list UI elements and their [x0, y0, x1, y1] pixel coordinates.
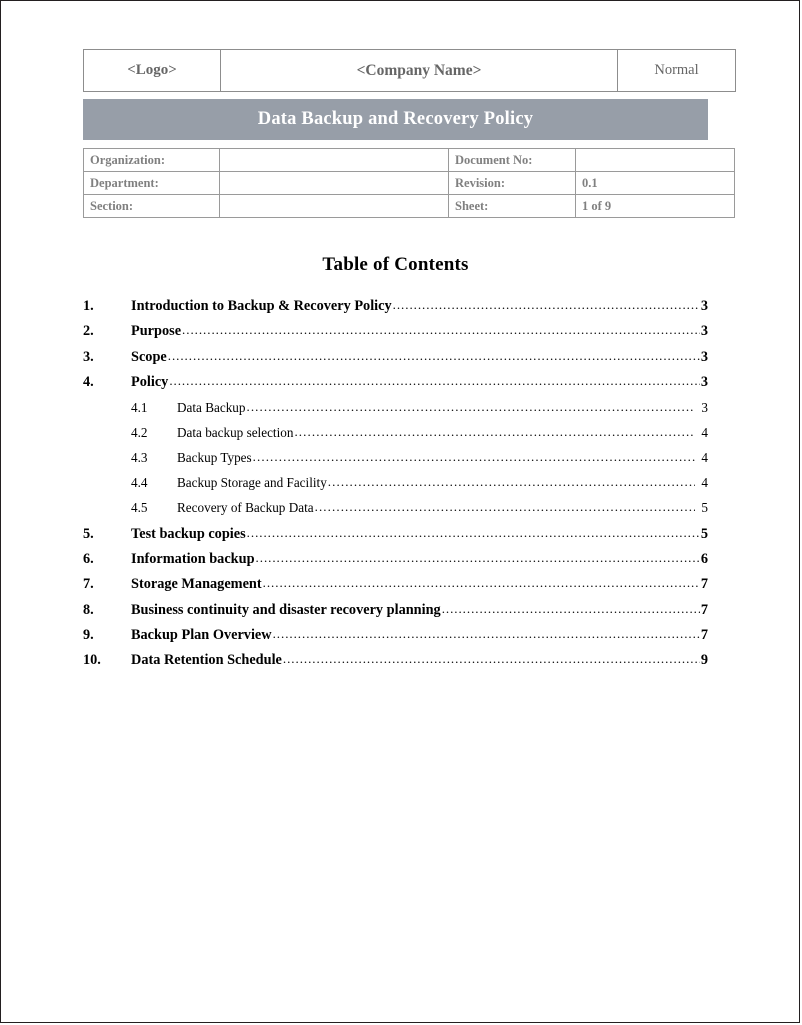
toc-entry-number: 4.4 — [131, 475, 148, 491]
toc-entry[interactable] — [83, 374, 708, 399]
section-label: Section: — [84, 195, 220, 218]
toc-entry[interactable] — [83, 400, 708, 425]
toc-entry-title: Policy — [131, 374, 169, 391]
table-row — [84, 172, 735, 195]
toc-dot-leader — [246, 399, 695, 415]
toc-entry[interactable] — [83, 576, 708, 601]
sheet-value: 1 of 9 — [576, 195, 735, 218]
toc-dot-leader — [442, 601, 700, 618]
document-no-label: Document No: — [449, 149, 576, 172]
toc-entry-title: Data backup selection — [177, 424, 294, 440]
toc-entry[interactable] — [83, 602, 708, 627]
document-header-table — [83, 49, 736, 92]
toc-entry-page-number: 5 — [701, 500, 708, 516]
document-metadata-table — [83, 148, 735, 218]
toc-dot-leader — [263, 575, 700, 592]
toc-entry-title: Introduction to Backup & Recovery Policy — [131, 298, 392, 314]
toc-dot-leader — [294, 424, 695, 440]
toc-entry[interactable] — [83, 526, 708, 551]
toc-dot-leader — [273, 626, 700, 643]
document-title-banner — [83, 99, 708, 140]
toc-entry-page-number: 3 — [700, 323, 708, 340]
toc-entry-title: Recovery of Backup Data — [177, 500, 314, 516]
toc-entry-title: Scope — [131, 348, 167, 365]
toc-entry-number: 6. — [83, 550, 94, 567]
toc-entry-title: Business continuity and disaster recovery planning — [131, 601, 441, 618]
document-title: Data Backup and Recovery Policy — [257, 109, 534, 129]
toc-dot-leader — [253, 449, 695, 465]
toc-entry-number: 1. — [83, 298, 94, 314]
toc-dot-leader — [168, 348, 700, 365]
toc-dot-leader — [283, 651, 700, 668]
toc-entry-title: Backup Types — [177, 449, 252, 465]
toc-entry-number: 5. — [83, 525, 94, 542]
toc-entry-number: 4.5 — [131, 500, 148, 516]
sheet-label: Sheet: — [449, 195, 576, 218]
toc-entry-number: 3. — [83, 348, 94, 365]
organization-value — [220, 149, 449, 172]
toc-entry-title: Backup Plan Overview — [131, 627, 272, 644]
toc-entry-page-number: 7 — [700, 576, 708, 593]
toc-dot-leader — [393, 297, 700, 314]
toc-entry-title: Test backup copies — [131, 525, 246, 542]
revision-value: 0.1 — [576, 172, 735, 195]
toc-entry[interactable] — [83, 627, 708, 652]
toc-entry-number: 4.3 — [131, 449, 148, 465]
toc-dot-leader — [247, 525, 700, 542]
toc-entry-number: 4.1 — [131, 399, 148, 415]
document-body — [83, 49, 708, 678]
toc-entry[interactable] — [83, 500, 708, 525]
header-row — [84, 50, 736, 92]
toc-entry-number: 2. — [83, 323, 94, 340]
toc-entry-number: 9. — [83, 627, 94, 644]
toc-entry[interactable] — [83, 349, 708, 374]
table-row — [84, 195, 735, 218]
toc-entry-title: Data Retention Schedule — [131, 652, 282, 669]
toc-entry[interactable] — [83, 551, 708, 576]
department-label: Department: — [84, 172, 220, 195]
toc-entry-number: 10. — [83, 652, 101, 669]
toc-entry-page-number: 4 — [701, 449, 708, 465]
toc-entry[interactable] — [83, 475, 708, 500]
table-row — [84, 149, 735, 172]
toc-dot-leader — [182, 322, 700, 339]
section-value — [220, 195, 449, 218]
organization-label: Organization: — [84, 149, 220, 172]
toc-entry-page-number: 9 — [700, 652, 708, 669]
toc-entry-number: 4.2 — [131, 424, 148, 440]
toc-entry[interactable] — [83, 323, 708, 348]
toc-dot-leader — [315, 499, 695, 515]
document-no-value — [576, 149, 735, 172]
department-value — [220, 172, 449, 195]
toc-entry-title: Information backup — [131, 550, 255, 567]
toc-entry-page-number: 7 — [700, 601, 708, 618]
classification-cell: Normal — [618, 50, 736, 92]
toc-entry[interactable] — [83, 450, 708, 475]
logo-placeholder-cell: <Logo> — [84, 50, 221, 92]
toc-entry-page-number: 5 — [700, 525, 708, 542]
toc-entry-page-number: 7 — [700, 627, 708, 644]
revision-label: Revision: — [449, 172, 576, 195]
toc-entry-page-number: 3 — [700, 348, 708, 365]
toc-entry[interactable] — [83, 425, 708, 450]
toc-dot-leader — [328, 474, 695, 490]
toc-dot-leader — [256, 550, 700, 567]
table-of-contents-list — [83, 298, 708, 678]
toc-entry-number: 7. — [83, 576, 94, 593]
toc-entry-page-number: 3 — [700, 298, 708, 314]
table-of-contents-heading: Table of Contents — [322, 254, 469, 275]
toc-entry[interactable] — [83, 652, 708, 677]
toc-entry-number: 4. — [83, 374, 94, 391]
toc-entry-number: 8. — [83, 601, 94, 618]
toc-entry-page-number: 3 — [701, 399, 708, 415]
toc-entry-page-number: 6 — [700, 550, 708, 567]
toc-entry-title: Backup Storage and Facility — [177, 475, 327, 491]
toc-entry-title: Purpose — [131, 323, 182, 340]
toc-entry-page-number: 3 — [700, 374, 708, 391]
toc-entry-title: Storage Management — [131, 576, 262, 593]
toc-entry-page-number: 4 — [701, 475, 708, 491]
toc-entry-page-number: 4 — [701, 424, 708, 440]
toc-entry[interactable] — [83, 298, 708, 323]
company-name-cell: <Company Name> — [221, 50, 618, 92]
toc-entry-title: Data Backup — [177, 399, 246, 415]
toc-dot-leader — [169, 373, 700, 390]
